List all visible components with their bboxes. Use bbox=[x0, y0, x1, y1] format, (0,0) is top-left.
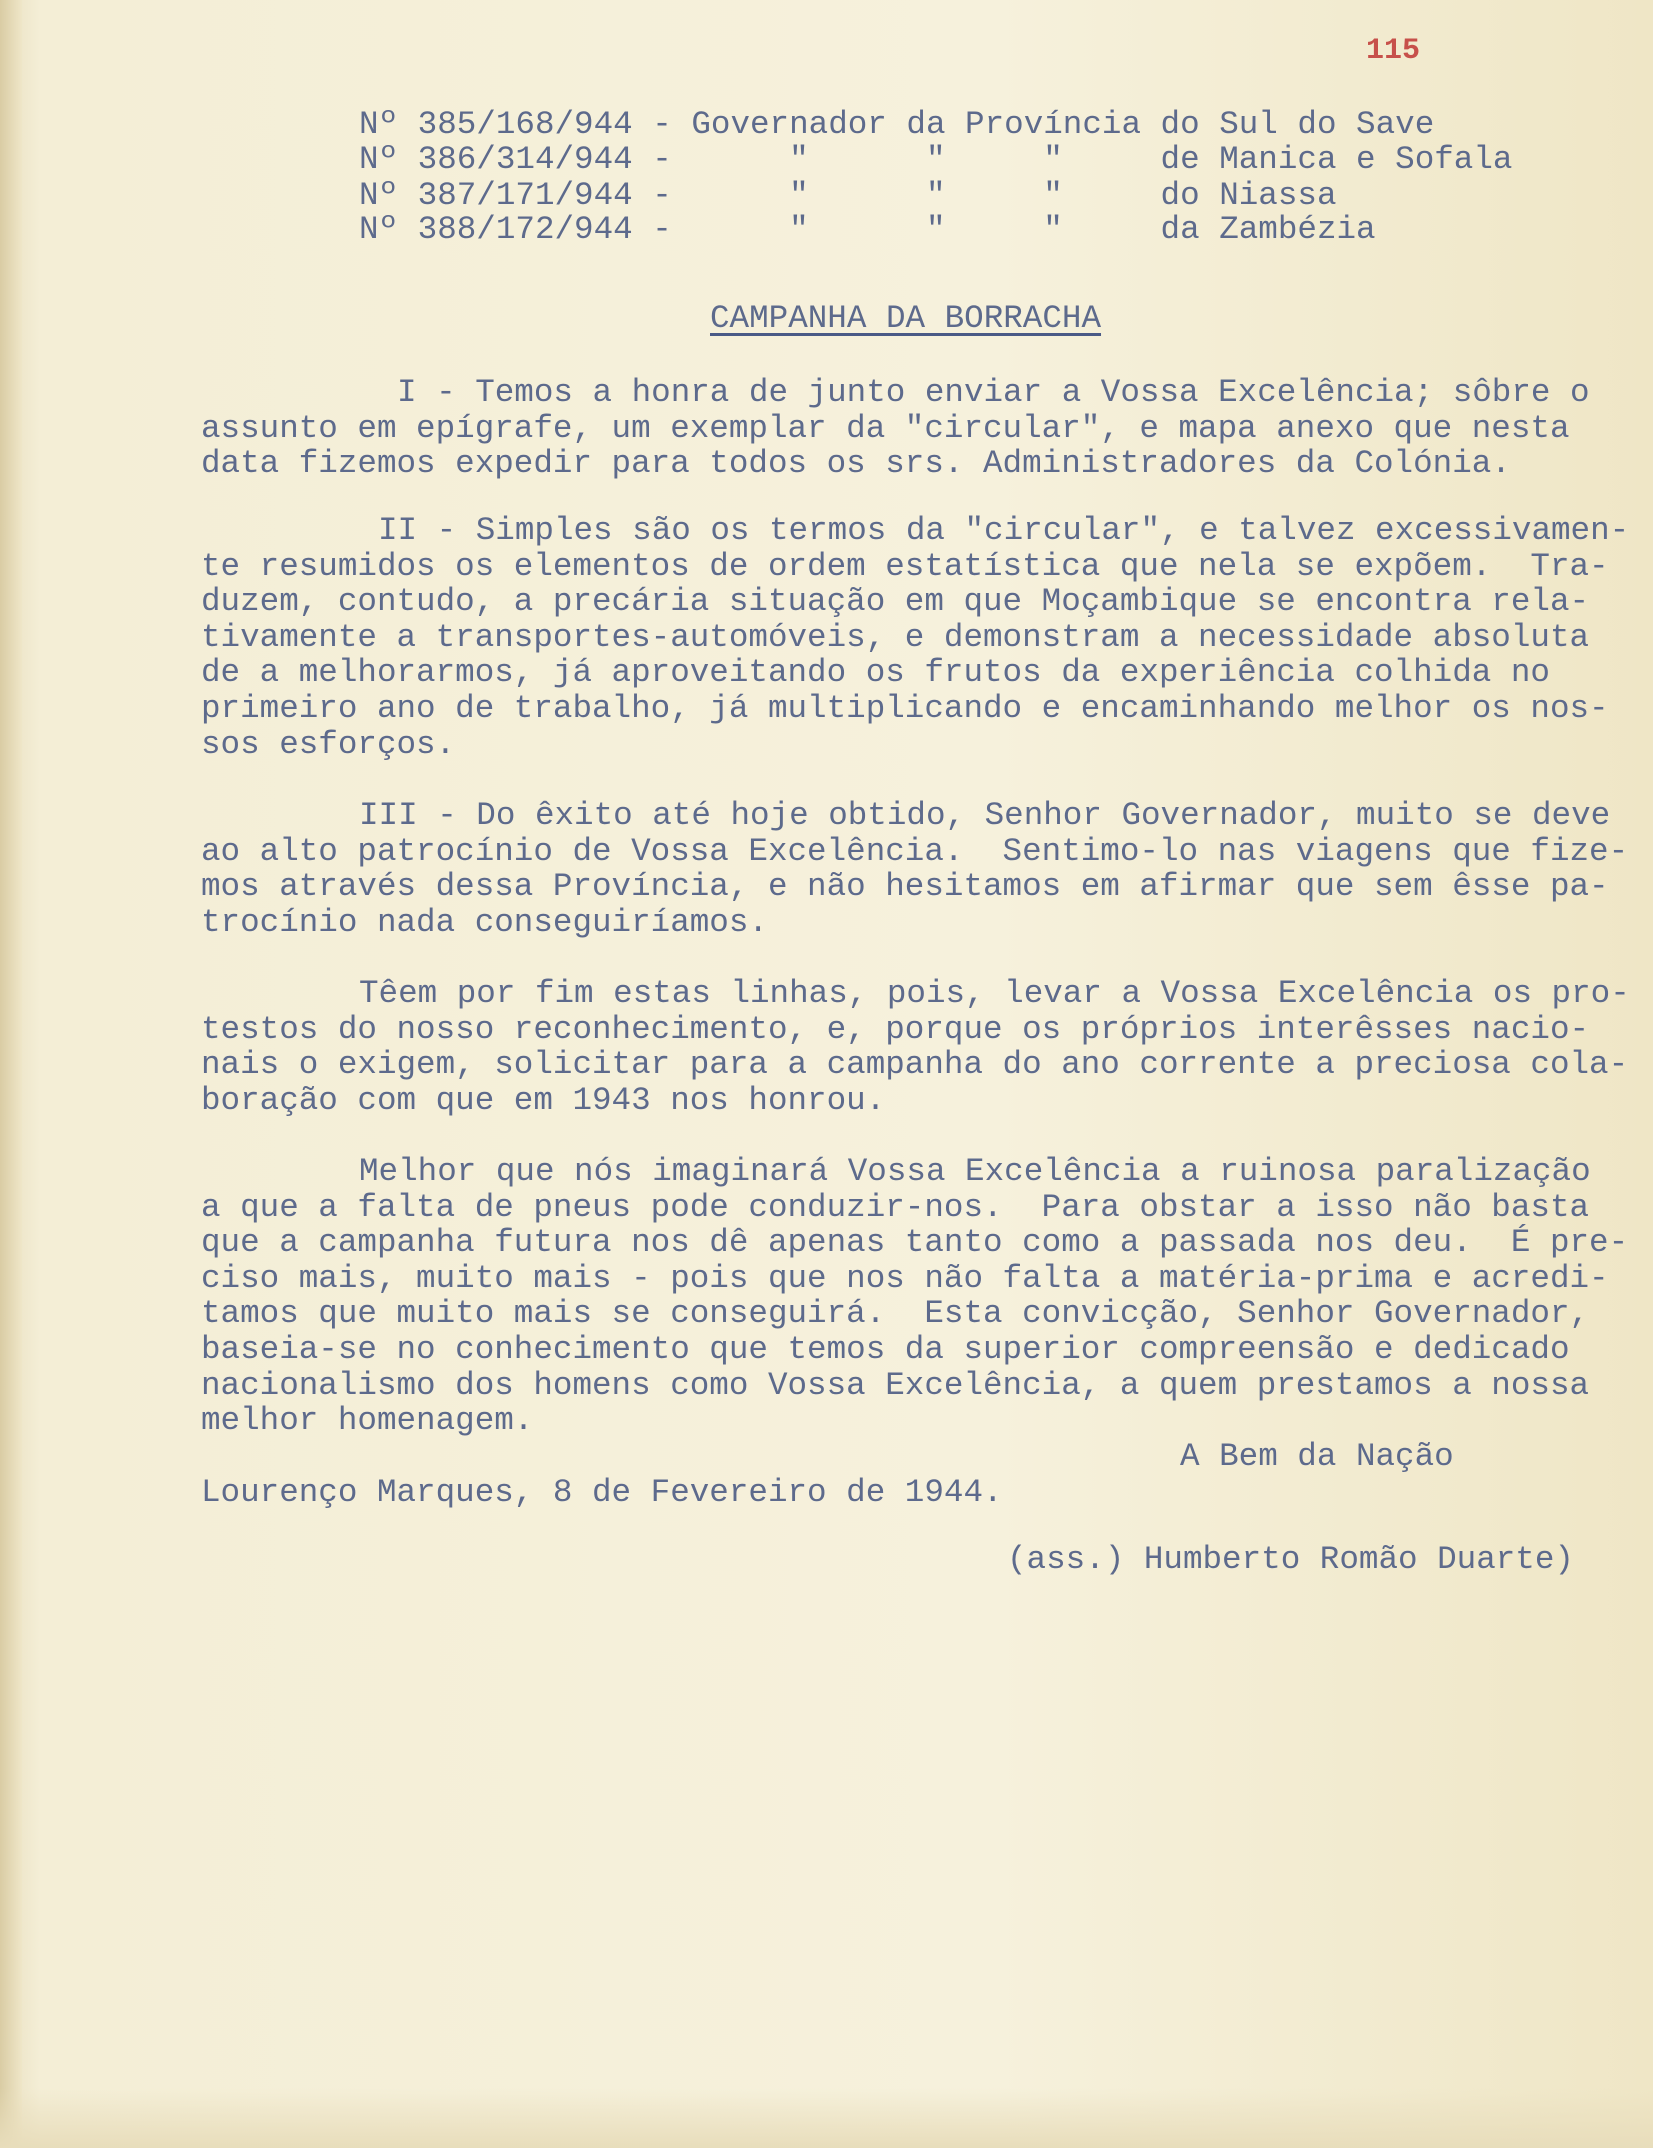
paragraph-line: nais o exigem, solicitar para a campanha do ano corrente a preciosa cola- bbox=[201, 1046, 1629, 1084]
reference-line: Nº 385/168/944 - Governador da Província do Sul do Save bbox=[359, 106, 1435, 143]
paragraph-line: de a melhorarmos, já aproveitando os frutos da experiência colhida no bbox=[201, 654, 1550, 692]
paragraph-line: Têem por fim estas linhas, pois, levar a Vossa Excelência os pro- bbox=[359, 975, 1630, 1012]
paragraph-line: II - Simples são os termos da "circular", e talvez excessivamen- bbox=[378, 512, 1630, 549]
paragraph-line: testos do nosso reconhecimento, e, porque os próprios interêsses nacio- bbox=[201, 1010, 1590, 1048]
paragraph-line: data fizemos expedir para todos os srs. Administradores da Colónia. bbox=[201, 445, 1511, 483]
place-and-date: Lourenço Marques, 8 de Fevereiro de 1944. bbox=[201, 1474, 1003, 1511]
paragraph-line: III - Do êxito até hoje obtido, Senhor Governador, muito se deve bbox=[359, 797, 1611, 834]
paragraph-line: que a campanha futura nos dê apenas tanto como a passada nos deu. É pre- bbox=[201, 1224, 1629, 1262]
paragraph-line: boração com que em 1943 nos honrou. bbox=[201, 1081, 886, 1119]
signature-line: (ass.) Humberto Romão Duarte) bbox=[1007, 1541, 1574, 1578]
paragraph-line: mos através dessa Província, e não hesitamos em afirmar que sem êsse pa- bbox=[201, 868, 1609, 906]
paragraph-line: sos esforços. bbox=[201, 725, 456, 763]
document-title: CAMPANHA DA BORRACHA bbox=[710, 300, 1102, 337]
paragraph-line: tivamente a transportes-automóveis, e demonstram a necessidade absoluta bbox=[201, 618, 1590, 656]
paragraph-line: ao alto patrocínio de Vossa Excelência. Sentimo-lo nas viagens que fize- bbox=[201, 832, 1629, 870]
page-bottom-shadow bbox=[0, 2088, 1653, 2148]
reference-line: Nº 386/314/944 - " " " de Manica e Sofala bbox=[359, 141, 1513, 178]
paragraph-line: melhor homenagem. bbox=[201, 1402, 534, 1440]
paragraph-line: tamos que muito mais se conseguirá. Esta convicção, Senhor Governador, bbox=[201, 1295, 1590, 1333]
closing-salutation: A Bem da Nação bbox=[1180, 1438, 1454, 1475]
paragraph-line: te resumidos os elementos de ordem estatística que nela se expõem. Tra- bbox=[201, 547, 1609, 585]
paragraph-line: duzem, contudo, a precária situação em que Moçambique se encontra rela- bbox=[201, 583, 1590, 621]
reference-line: Nº 388/172/944 - " " " da Zambézia bbox=[359, 211, 1376, 248]
paragraph-line: assunto em epígrafe, um exemplar da "circular", e mapa anexo que nesta bbox=[201, 409, 1570, 447]
paragraph-line: I - Temos a honra de junto enviar a Vossa Excelência; sôbre o bbox=[397, 374, 1590, 411]
page-left-edge bbox=[0, 0, 22, 2148]
paragraph-line: nacionalismo dos homens como Vossa Excelência, a quem prestamos a nossa bbox=[201, 1366, 1590, 1404]
paragraph-line: baseia-se no conhecimento que temos da superior compreensão e dedicado bbox=[201, 1331, 1570, 1368]
paragraph-line: trocínio nada conseguiríamos. bbox=[201, 903, 768, 941]
paragraph-line: primeiro ano de trabalho, já multiplicando e encaminhando melhor os nos- bbox=[201, 690, 1609, 727]
reference-line: Nº 387/171/944 - " " " do Niassa bbox=[359, 177, 1337, 214]
paragraph-line: a que a falta de pneus pode conduzir-nos. Para obstar a isso não basta bbox=[201, 1188, 1590, 1226]
paragraph-line: Melhor que nós imaginará Vossa Excelência a ruinosa paralização bbox=[359, 1153, 1591, 1190]
page-number: 115 bbox=[1366, 34, 1421, 68]
paragraph-line: ciso mais, muito mais - pois que nos não falta a matéria-prima e acredi- bbox=[201, 1259, 1609, 1297]
